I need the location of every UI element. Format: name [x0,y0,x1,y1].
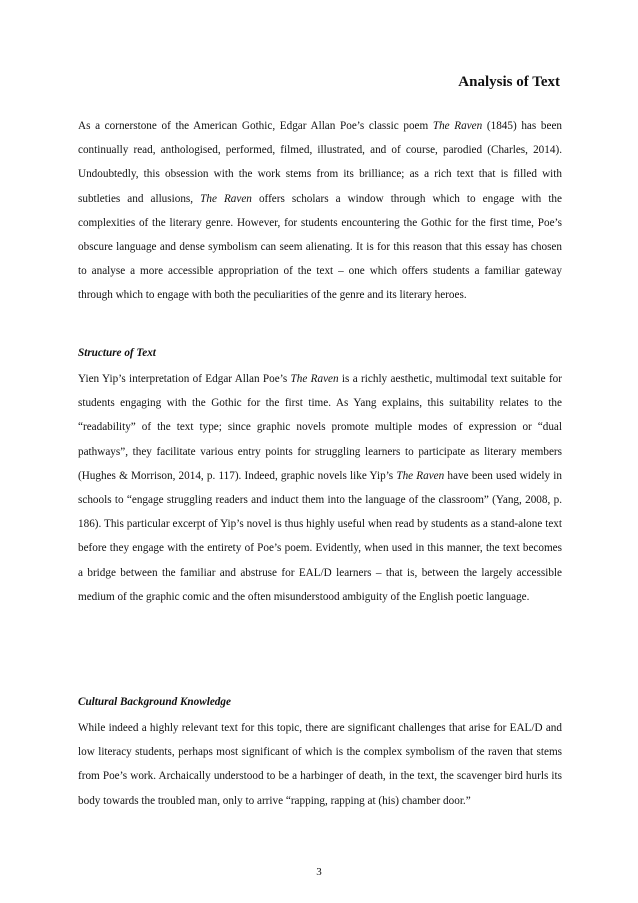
structure-heading: Structure of Text [78,347,156,359]
page-number: 3 [316,866,322,878]
cultural-heading: Cultural Background Knowledge [78,696,231,708]
work-title-italic-2: The Raven [396,469,445,482]
structure-paragraph [78,367,562,609]
structure-text-3: have been used widely in schools to “engage struggling readers and induct them into the language of the classroom” (Yang, 2008, p. 186). This particular excerpt of Yip’s novel is thus highly useful when read by students as a stand-alone text before they engage with the entirety of Poe’s poem. Evidently, when used in this manner, the text becomes a bridge between the familiar and abstruse for EAL/D learners – that is, between the largely accessible medium of the graphic comic and the often misunderstood ambiguity of the English poetic language. [78,469,562,603]
intro-text-3: offers scholars a window through which to engage with the complexities of the literary genre. However, for students encountering the Gothic for the first time, Poe’s obscure language and dense symbolism can seem alienating. It is for this reason that this essay has chosen to analyse a more accessible appropriation of the text – one which offers students a familiar gateway through which to engage with both the peculiarities of the genre and its literary heroes. [78,192,562,302]
poem-title-italic-2: The Raven [200,192,252,205]
intro-paragraph [78,114,562,308]
intro-text-2: (1845) has been continually read, anthologised, performed, filmed, illustrated, and of course, parodied (Charles, 2014). Undoubtedly, this obsession with the work stems from its brilliance; as a rich text that is filled with subtleties and allusions, [78,120,563,205]
intro-text-1: As a cornerstone of the American Gothic, Edgar Allan Poe’s classic poem [78,120,433,132]
structure-text-2: is a richly aesthetic, multimodal text suitable for students engaging with the Gothic for the first time. As Yang explains, this suitability relates to the “readability” of the text type; since graphic novels promote multiple modes of expression or “dual pathways”, they facilitate various entry points for struggling learners to participate as literary members (Hughes & Morrison, 2014, p. 117). Indeed, graphic novels like Yip’s [78,373,562,482]
poem-title-italic: The Raven [432,120,483,132]
cultural-paragraph: While indeed a highly relevant text for this topic, there are significant challenges that arise for EAL/D and low literacy students, perhaps most significant of which is the complex symbolism of the raven that stems from Poe’s work. Archaically understood to be a harbinger of death, in the text, the scavenger bird hurls its body towards the troubled man, only to arrive “rapping, rapping at (his) chamber door.” [78,722,562,807]
work-title-italic: The Raven [290,373,339,385]
page-title: Analysis of Text [458,74,560,90]
structure-text-1: Yien Yip’s interpretation of Edgar Allan Poe’s [78,373,291,385]
